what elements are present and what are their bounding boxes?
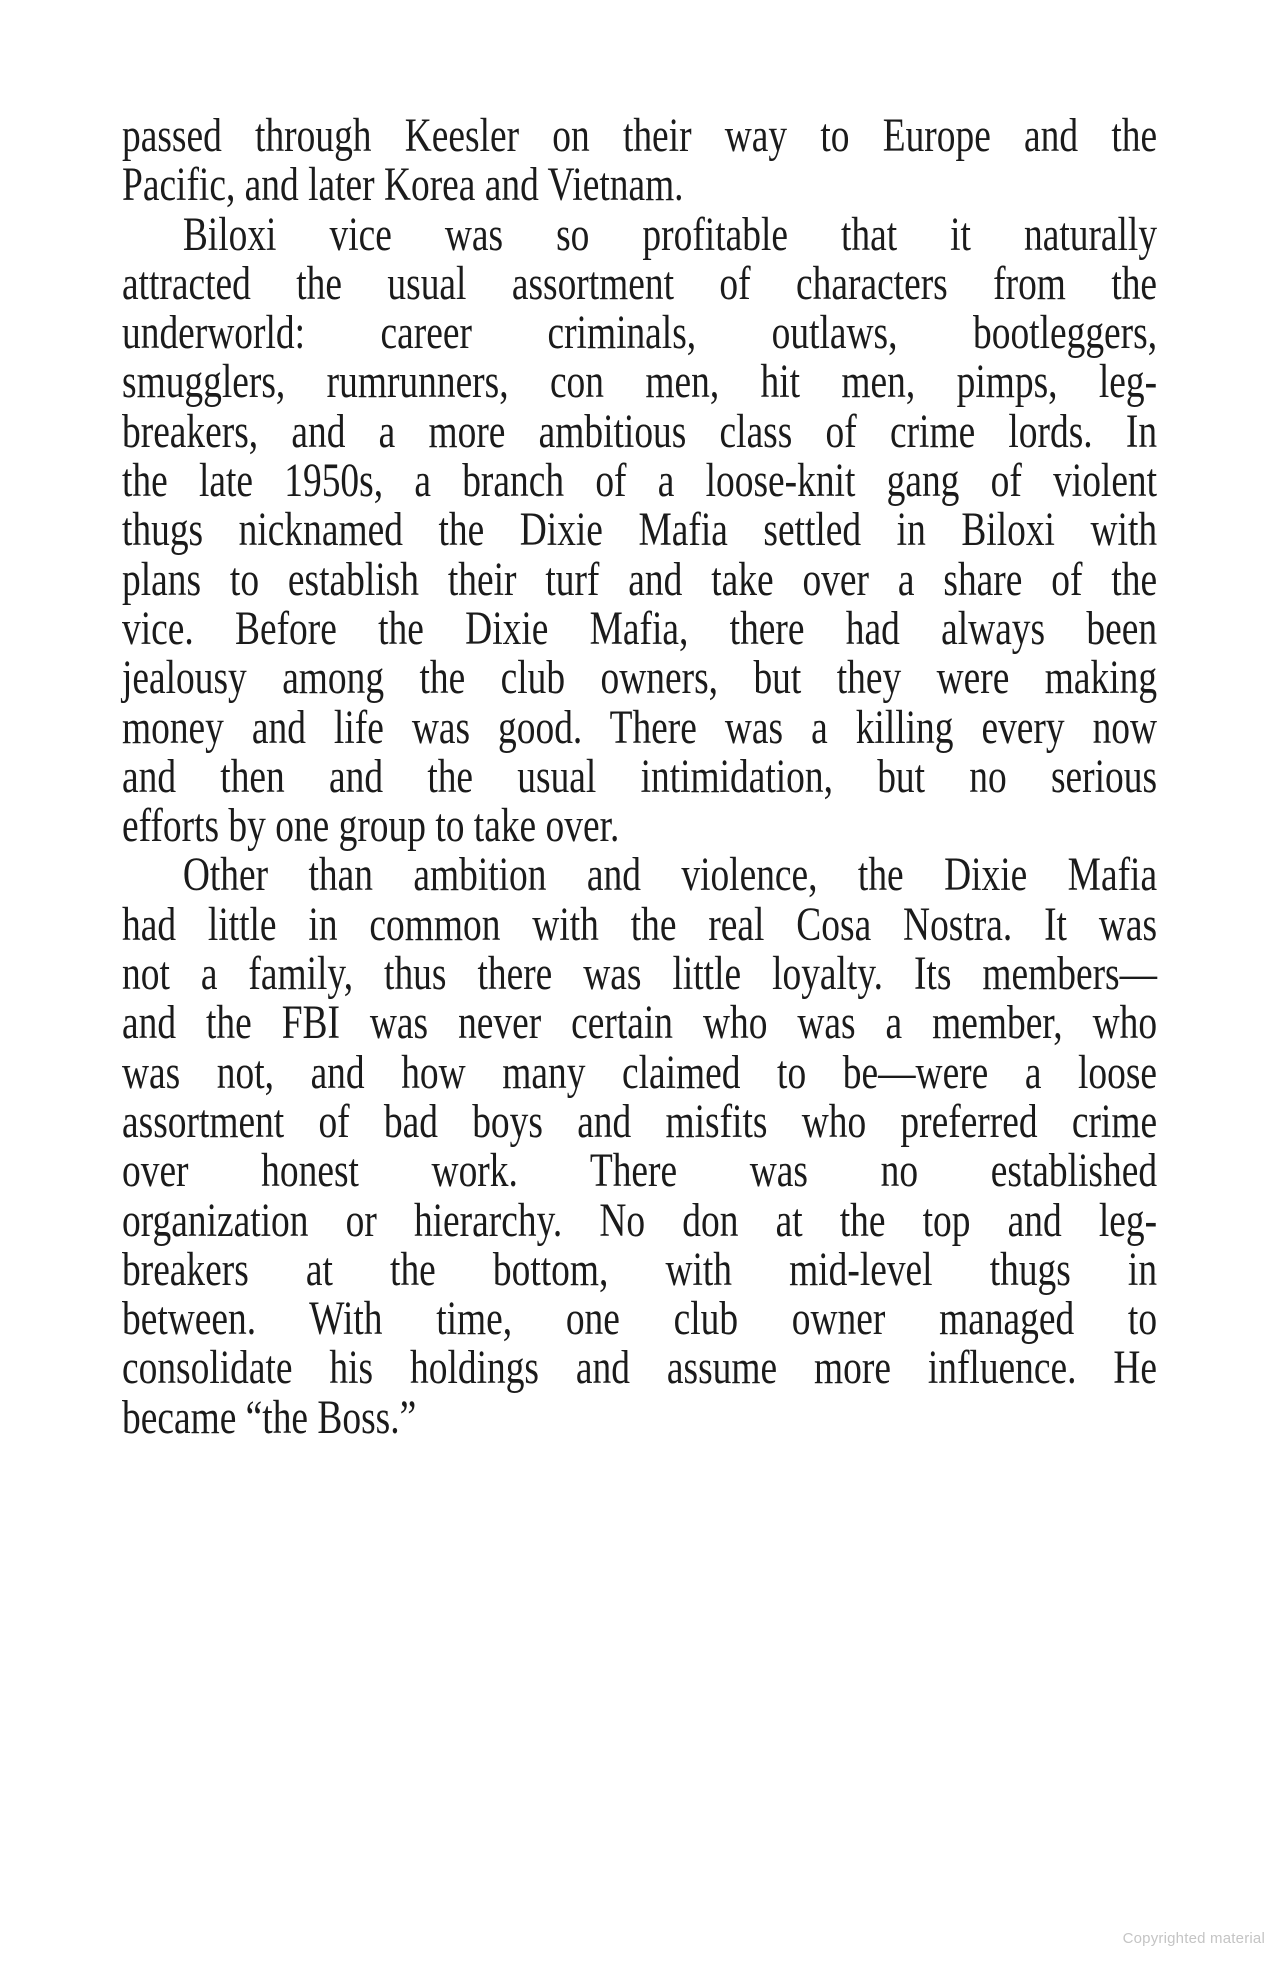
text-line: the late 1950s, a branch of a loose-knit gang of violent (122, 454, 1158, 508)
text-line: passed through Keesler on their way to Europe and the (122, 109, 1158, 162)
text-line: money and life was good. There was a killing every now (122, 700, 1158, 754)
text-line: efforts by one group to take over. (122, 799, 620, 853)
text-line: became “the Boss.” (122, 1390, 417, 1444)
text-line: plans to establish their turf and take over a share of the (122, 552, 1158, 606)
text-line: and the FBI was never certain who was a member, who (122, 996, 1158, 1050)
text-line: jealousy among the club owners, but they were making (122, 651, 1158, 705)
text-line: between. With time, one club owner managed to (122, 1292, 1158, 1346)
text-line: organization or hierarchy. No don at the top and leg- (122, 1193, 1158, 1247)
text-line: Pacific, and later Korea and Vietnam. (122, 158, 684, 212)
text-line: Other than ambition and violence, the Dixie Mafia (182, 848, 1158, 902)
copyright-watermark: Copyrighted material (1122, 1930, 1265, 1947)
text-line: over honest work. There was no established (122, 1144, 1158, 1198)
text-line: smugglers, rumrunners, con men, hit men, pimps, leg- (122, 355, 1158, 409)
page-text-block (122, 111, 1157, 1442)
text-line: consolidate his holdings and assume more influence. He (122, 1341, 1158, 1395)
text-line: not a family, thus there was little loyalty. Its members— (122, 947, 1158, 1001)
text-line: Biloxi vice was so profitable that it naturally (182, 207, 1158, 261)
text-line: assortment of bad boys and misfits who preferred crime (122, 1094, 1158, 1148)
text-line: underworld: career criminals, outlaws, bootleggers, (122, 306, 1158, 360)
text-line: breakers at the bottom, with mid-level thugs in (122, 1242, 1158, 1296)
text-line: breakers, and a more ambitious class of crime lords. In (122, 404, 1158, 458)
text-line: attracted the usual assortment of characters from the (122, 256, 1158, 310)
text-line: and then and the usual intimidation, but no serious (122, 749, 1158, 803)
text-line: thugs nicknamed the Dixie Mafia settled in Biloxi with (122, 503, 1158, 557)
text-line: was not, and how many claimed to be—were a loose (122, 1045, 1158, 1099)
text-line: had little in common with the real Cosa Nostra. It was (122, 897, 1158, 951)
text-line: vice. Before the Dixie Mafia, there had always been (122, 601, 1158, 655)
